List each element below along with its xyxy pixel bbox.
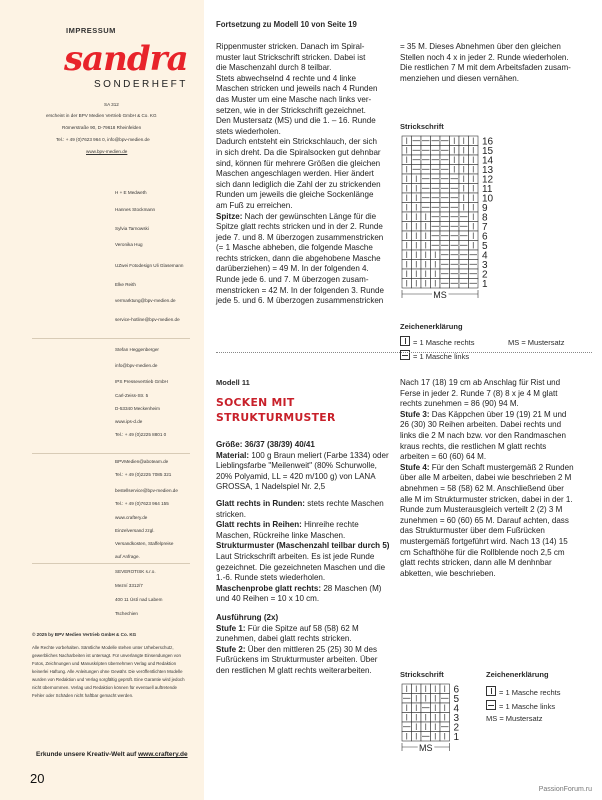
spitze-line: rechts stricken, dann die abgehobene Masche (216, 253, 381, 263)
chart-row-number: 1 (482, 279, 488, 290)
material-text: 100 g Braun meliert (Farbe 1334) oder Lieblingsfarbe "Meilenweit" (80% Schurwolle, 20% Polyamid, LL = 420 m/100 g) von LANA GROSSA, 1 Nadelspiel Nr. 2,5 (216, 450, 389, 492)
section-divider (216, 352, 592, 353)
chart-row-number: 8 (482, 212, 488, 224)
model10-col1-line: setzen, wie in der Strickschrift gezeichnet. (216, 105, 366, 115)
legend10-ms: MS = Mustersatz (508, 338, 565, 347)
impressum-value: www.craftery.de (115, 515, 148, 520)
legend10-purl-text: = 1 Masche links (413, 352, 470, 361)
chart-row-number: 5 (453, 694, 460, 705)
model10-col1-line: Maschen stricken und jeweils nach 4 Runden (216, 84, 378, 94)
model11-label: Modell 11 (216, 378, 250, 387)
spitze-line: jede 7. und 8. M überzogen zusammenstricken (216, 232, 384, 242)
impressum-value: Tel.: + 49 (0)2225 7085 321 (115, 472, 172, 477)
impressum-value: Mezní 3312/7 (115, 583, 143, 588)
stufe4 (400, 463, 576, 580)
ms-label: MS (419, 743, 433, 753)
chart-row-number: 7 (482, 222, 488, 233)
glatt-reihen-text: Hinreihe rechte Maschen, Rückreihe linke Maschen. (216, 520, 359, 540)
legend11-knit (486, 686, 561, 697)
impressum-value: SEVEROTISK s.r.o. (115, 569, 156, 574)
impressum-value: Tel.: + 49 (0)2225 8801 0 (115, 432, 167, 437)
stufe3-label: Stufe 3: (400, 409, 430, 419)
model10-col1-line: Runden um jeweils die gleiche Sockenlänge (216, 190, 374, 200)
probe-label: Maschenprobe glatt rechts: (216, 583, 322, 593)
sandra-logo: sandra (64, 39, 188, 79)
impressum-value: service-hotline@bpv-medien.de (115, 317, 180, 322)
model10-col1-line: in sich dreht. Da die Spiralsocken gut dehnbar (216, 147, 381, 157)
stufe1-label: Stufe 1: (216, 623, 246, 633)
publisher-contact: Tel.: + 49 (0)7623 964 0, info@bpv-medien.de (56, 137, 150, 142)
glatt-runden-text: stets rechte Maschen stricken. (216, 498, 384, 519)
legend10-knit (400, 336, 475, 347)
impressum-value: Tschechien (115, 611, 138, 616)
publisher-address: Römerstraße 90, D-79618 Rheinfelden (62, 125, 142, 130)
impressum-value: Einzelversand zzgl. (115, 528, 155, 533)
chart11-cells (402, 684, 460, 753)
impressum-value: Tel.: + 49 (0)7623 964 155 (115, 501, 169, 506)
stufe1 (216, 624, 392, 645)
model10-col1-line: Maschen angeschlagen werden. Hier ändert (216, 169, 374, 179)
spitze-label: Spitze: (216, 211, 243, 221)
stufe4-text: Für den Schaft mustergemäß 2 Runden über alle M arbeiten, dabei wie beschrieben 2 M abnehmen = 58 (58) 62 M. Anschließend über alle M im Strukturmuster stricken, dabei in der 1. Runde zum Musterausgleich verteilt 2 (2) 3 M zunehmen = 60 (60) 65 M. Darauf achten, dass das Strukturmuster über dem Fußrücken mustergemäß fortgeführt wird. Nach 13 (14) 15 cm Schafthöhe für die Rollblende noch 2,5 cm glatt rechts stricken, dann alle M denhnbar abketten, wie beschrieben. (400, 462, 574, 578)
craftery-prefix: Erkunde unsere Kreativ-Welt auf (36, 751, 139, 758)
impressum-sidebar (0, 0, 204, 800)
chart-row-number: 13 (482, 165, 494, 176)
chart-row-number: 2 (482, 269, 488, 281)
stufe2 (216, 645, 392, 677)
model11-legend-title: Zeichenerklärung (486, 670, 549, 679)
spitze-line: Nach der gewünschten Länge für die (242, 211, 377, 221)
glatt-reihen-label: Glatt rechts in Reihen: (216, 520, 302, 530)
model10-col2-line: menziehen und diesen vernähen. (400, 73, 520, 83)
model10-text-col2 (400, 42, 595, 84)
model11-text-col1 (216, 440, 392, 676)
model10-col2-text (400, 42, 595, 84)
spitze-text (216, 212, 396, 307)
model10-col2-line: Stellen noch 4 x in jeder 2. Runde wiederholen. (400, 52, 569, 62)
model10-spitze (216, 212, 396, 307)
model10-intro (216, 42, 396, 212)
spitze-line: Runde jede 6. und 7. M überzogen zusam- (216, 275, 369, 285)
chart-row-number: 12 (482, 174, 494, 186)
craftery-link[interactable]: www.craftery.de (138, 751, 188, 758)
ausfuehrung-heading: Ausführung (2x) (216, 612, 279, 622)
impressum-value: UZwei Fotodesign Uli Glasemann (115, 263, 184, 268)
chart-row-number: 1 (453, 732, 460, 743)
stufe1-text: Für die Spitze auf 58 (58) 62 M zunehmen, dabei glatt rechts stricken. (216, 623, 359, 644)
groesse: Größe: 36/37 (38/39) 40/41 (216, 440, 315, 449)
legend11-purl (486, 700, 555, 711)
impressum-divider (32, 338, 190, 339)
legend11-knit-text: = 1 Masche rechts (499, 688, 561, 697)
model10-col1-line: das Muster um eine Masche nach links ver- (216, 94, 372, 104)
publisher-line: erscheint in der BPV Medien Vertrieb GmbH & Co. KG (46, 113, 157, 118)
stufe4-label: Stufe 4: (400, 462, 430, 472)
chart-row-number: 11 (482, 184, 493, 195)
glatt-runden-label: Glatt rechts in Runden: (216, 498, 305, 508)
impressum-value: vermarktung@bpv-medien.de (115, 298, 176, 303)
legal-text: Alle Rechte vorbehalten. Sämtliche Modelle stehen unter Urheberschutz, gewerbliches Nacharbeiten ist untersagt. Für unverlangte Einsendungen von Fotos, Zeichnungen und Manuskripten übernehmen Verlag und Redaktion keinerlei Haftung. Alle Anleitungen ohne Gewähr. Die veröffentlichten Modelle wurden von Redaktion und Verlag sorgfältig geprüft. Eine Garantie wird jedoch nicht übernommen. Verlag und Redaktion können für eventuell auftretende Fehler oder Schäden nicht haftbar gemacht werden. (32, 645, 185, 698)
model10-text-col1 (216, 42, 396, 307)
model10-col1-line: Stets abwechselnd 4 rechte und 4 linke (216, 73, 357, 83)
model11-text-col2 (400, 378, 576, 579)
model10-knitting-chart (400, 132, 500, 308)
chart-row-number: 9 (482, 203, 488, 214)
spitze-line: Spitze glatt rechts stricken und in der 2. Runde (216, 222, 383, 232)
model10-col2-line: = 35 M. Dieses Abnehmen über den gleichen (400, 42, 561, 51)
stufe2-text: Über den mittleren 25 (25) 30 M des Fußrückens im Strukturmuster arbeiten. Über den restlichen M glatt rechts weiterarbeiten. (216, 644, 378, 675)
stufe2-label: Stufe 2: (216, 644, 246, 654)
material (216, 451, 392, 493)
impressum-value: info@bpv-medien.de (115, 363, 158, 368)
chart-row-number: 14 (482, 155, 494, 167)
impressum-value: bestellservice@bpv-medien.de (115, 488, 178, 493)
impressum-value: Hannes Stockmann (115, 207, 156, 212)
model10-col1-line: am Fuß zu erreichen. (216, 200, 293, 210)
chart-row-number: 3 (453, 713, 460, 724)
legend10-knit-text: = 1 Masche rechts (413, 338, 475, 347)
knit-symbol-icon (400, 336, 410, 346)
model11-title: SOCKEN MIT STRUKTURMUSTER (216, 396, 336, 424)
spitze-line: (= 1 Masche abheben, die folgende Masche (216, 243, 373, 253)
spitze-line: menstricken = 42 M. In der folgenden 3. Runde (216, 285, 384, 295)
spitze-line: darüberziehen) = 49 M. In der folgenden 4. (216, 264, 369, 274)
publisher-web-link[interactable]: www.bpv-medien.de (86, 149, 128, 154)
chart-row-number: 16 (482, 136, 494, 148)
struktur-text: Laut Strickschrift arbeiten. Es ist jede Runde gezeichnet. Die gezeichneten Maschen und die 1.-6. Runde stets wiederholen. (216, 551, 386, 583)
impressum-divider (32, 563, 190, 564)
impressum-value: H + E Medweth (115, 190, 147, 195)
impressum-value: Sylvia Tarnowski (115, 226, 149, 231)
page-number: 20 (30, 771, 45, 786)
chart-row-number: 6 (453, 684, 460, 696)
logo-subtitle: SONDERHEFT (94, 79, 188, 90)
impressum-value: Veronika Hug (115, 242, 143, 247)
model10-col1-line: sind, können für mehrere Größen die gleichen (216, 158, 381, 168)
impressum-value: Stefan Heggenberger (115, 347, 159, 352)
knit-symbol-icon (486, 686, 496, 696)
model10-legend-title: Zeichenerklärung (400, 322, 463, 331)
purl-symbol-icon (486, 700, 496, 710)
continuation-header: Fortsetzung zu Modell 10 von Seite 19 (216, 20, 357, 29)
ms-label: MS (433, 290, 447, 300)
legend11-ms: MS = Mustersatz (486, 714, 543, 723)
material-label: Material: (216, 450, 250, 460)
model10-col1-line: Dadurch entsteht ein Strickschlauch, der sich (216, 137, 378, 147)
impressum-value: Carl-Zeiss-Str. 5 (115, 393, 149, 398)
maschenprobe (216, 584, 392, 605)
watermark-footer: PassionForum.ru (538, 786, 592, 793)
chart-row-number: 3 (482, 260, 488, 271)
probe-text: 28 Maschen (M) und 40 Reihen = 10 x 10 cm. (216, 583, 382, 604)
impressum-value: Versandkosten, Staffelpreise (115, 541, 174, 546)
stufe3 (400, 410, 576, 463)
impressum-value: BPVMedien@aboteam.de (115, 459, 169, 464)
model11-chart-title: Strickschrift (400, 670, 444, 679)
chart-row-number: 4 (482, 250, 488, 262)
model10-col1-line: muster laut Strickschrift stricken. Dabei ist (216, 52, 366, 62)
impressum-divider (32, 453, 190, 454)
glatt-runden (216, 499, 392, 520)
strukturmuster (216, 541, 392, 583)
rist-ferse: Nach 17 (18) 19 cm ab Anschlag für Rist und Ferse in jeder 2. Runde 7 (8) 8 x je 4 M glatt rechts zunehmen = 86 (90) 94 M. (400, 378, 561, 409)
impressum-value: Elke Reith (115, 282, 136, 287)
impressum-title: IMPRESSUM (66, 26, 116, 35)
model10-col1-line: die Maschenzahl durch 8 teilbar. (216, 63, 332, 73)
chart-row-number: 5 (482, 241, 488, 252)
copyright: © 2025 by BPV Medien Vertrieb GmbH & Co. KG (32, 632, 137, 637)
model10-col1-line: Den Mustersatz (MS) und die 1. – 16. Runde (216, 116, 376, 126)
chart-row-number: 6 (482, 231, 488, 243)
glatt-reihen (216, 520, 392, 541)
chart-row-number: 10 (482, 193, 494, 205)
impressum-value: 400 11 Ústí nad Labem (115, 597, 163, 602)
chart-row-number: 4 (453, 703, 460, 715)
struktur-label: Strukturmuster (Maschenzahl teilbar durch 5) (216, 541, 390, 551)
chart10-cells (402, 136, 494, 300)
issue-number: SA 312 (104, 102, 119, 107)
chart-row-number: 15 (482, 146, 494, 157)
stufe3-text: Das Käppchen über 19 (19) 21 M und 26 (30) 30 Reihen arbeiten. Dabei rechts und links die 2 M nach bzw. vor den Randmaschen kraus rechts, die restlichen M glatt rechts arbeiten = 60 (60) 64 M. (400, 409, 567, 462)
model10-col2-line: Die restlichen 7 M mit dem Arbeitsfaden zusam- (400, 63, 571, 73)
impressum-value: IPS Pressevertrieb GmbH (115, 379, 168, 384)
model11-knitting-chart (400, 680, 480, 764)
impressum-value: auf Anfrage. (115, 554, 140, 559)
impressum-value: www.ips-d.de (115, 419, 143, 424)
legend11-purl-text: = 1 Masche links (499, 702, 556, 711)
impressum-value: D-53340 Meckenheim (115, 406, 160, 411)
model10-col1-line: stets wiederholen. (216, 126, 281, 136)
spitze-line: jede 5. und 6. M überzogen zusammenstricken (216, 296, 384, 306)
model10-col1-line: Rippenmuster stricken. Danach im Spiral- (216, 42, 365, 51)
chart-row-number: 2 (453, 722, 460, 734)
craftery-promo (36, 751, 188, 758)
model10-col1-line: sich dann lediglich die Zahl der zu strickenden (216, 179, 381, 189)
model10-chart-title: Strickschrift (400, 122, 444, 131)
